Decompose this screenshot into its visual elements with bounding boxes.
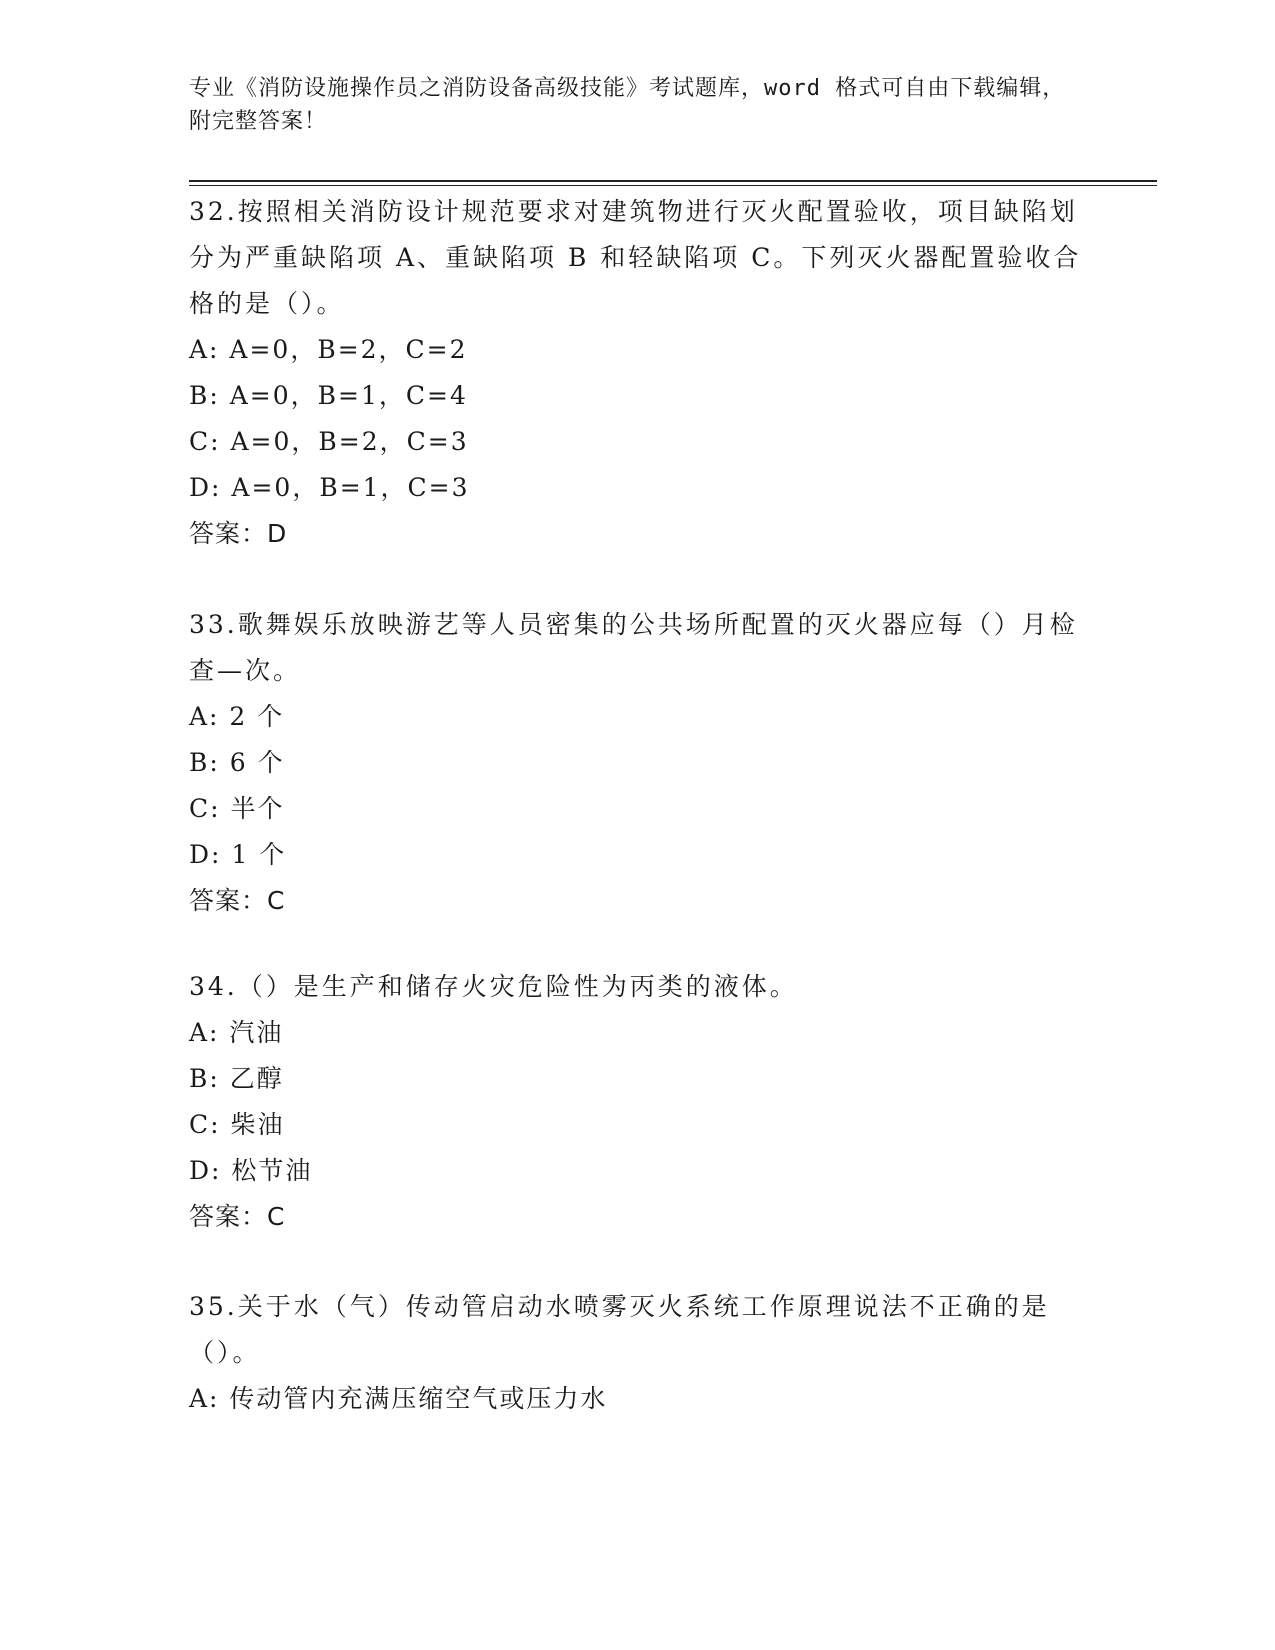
question-33 bbox=[189, 602, 1089, 924]
answer-text: 答案：D bbox=[189, 519, 288, 548]
option-b: B: 6 个 bbox=[189, 748, 285, 777]
answer-text: 答案：C bbox=[189, 1202, 286, 1231]
option-c: C: 柴油 bbox=[189, 1110, 285, 1139]
question-32 bbox=[189, 189, 1089, 557]
option-a: A: 汽油 bbox=[189, 1018, 284, 1047]
option-b: B: A=0，B=1，C=4 bbox=[189, 381, 468, 410]
question-stem: 33.歌舞娱乐放映游艺等人员密集的公共场所配置的灭火器应每（）月检查—次。 bbox=[189, 610, 1078, 685]
option-d: D: 松节油 bbox=[189, 1156, 313, 1185]
question-34 bbox=[189, 964, 1089, 1240]
question-35 bbox=[189, 1284, 1089, 1422]
option-c: C: A=0，B=2，C=3 bbox=[189, 427, 469, 456]
question-stem: 32.按照相关消防设计规范要求对建筑物进行灭火配置验收，项目缺陷划分为严重缺陷项 A、重缺陷项 B 和轻缺陷项 C。下列灭火器配置验收合格的是（）。 bbox=[189, 197, 1082, 318]
option-a: A: 传动管内充满压缩空气或压力水 bbox=[189, 1384, 608, 1413]
header-divider-thin bbox=[189, 185, 1157, 186]
question-stem: 35.关于水（气）传动管启动水喷雾灭火系统工作原理说法不正确的是（）。 bbox=[189, 1292, 1050, 1367]
option-b: B: 乙醇 bbox=[189, 1064, 284, 1093]
option-a: A: A=0，B=2，C=2 bbox=[189, 335, 468, 364]
option-d: D: 1 个 bbox=[189, 840, 287, 869]
header-divider-thick bbox=[189, 180, 1157, 182]
answer-text: 答案：C bbox=[189, 886, 286, 915]
document-header: 专业《消防设施操作员之消防设备高级技能》考试题库，word 格式可自由下载编辑，附完整答案！ bbox=[189, 76, 1066, 134]
option-c: C: 半个 bbox=[189, 794, 285, 823]
option-d: D: A=0，B=1，C=3 bbox=[189, 473, 470, 502]
option-a: A: 2 个 bbox=[189, 702, 285, 731]
question-stem: 34.（）是生产和储存火灾危险性为丙类的液体。 bbox=[189, 972, 798, 1001]
